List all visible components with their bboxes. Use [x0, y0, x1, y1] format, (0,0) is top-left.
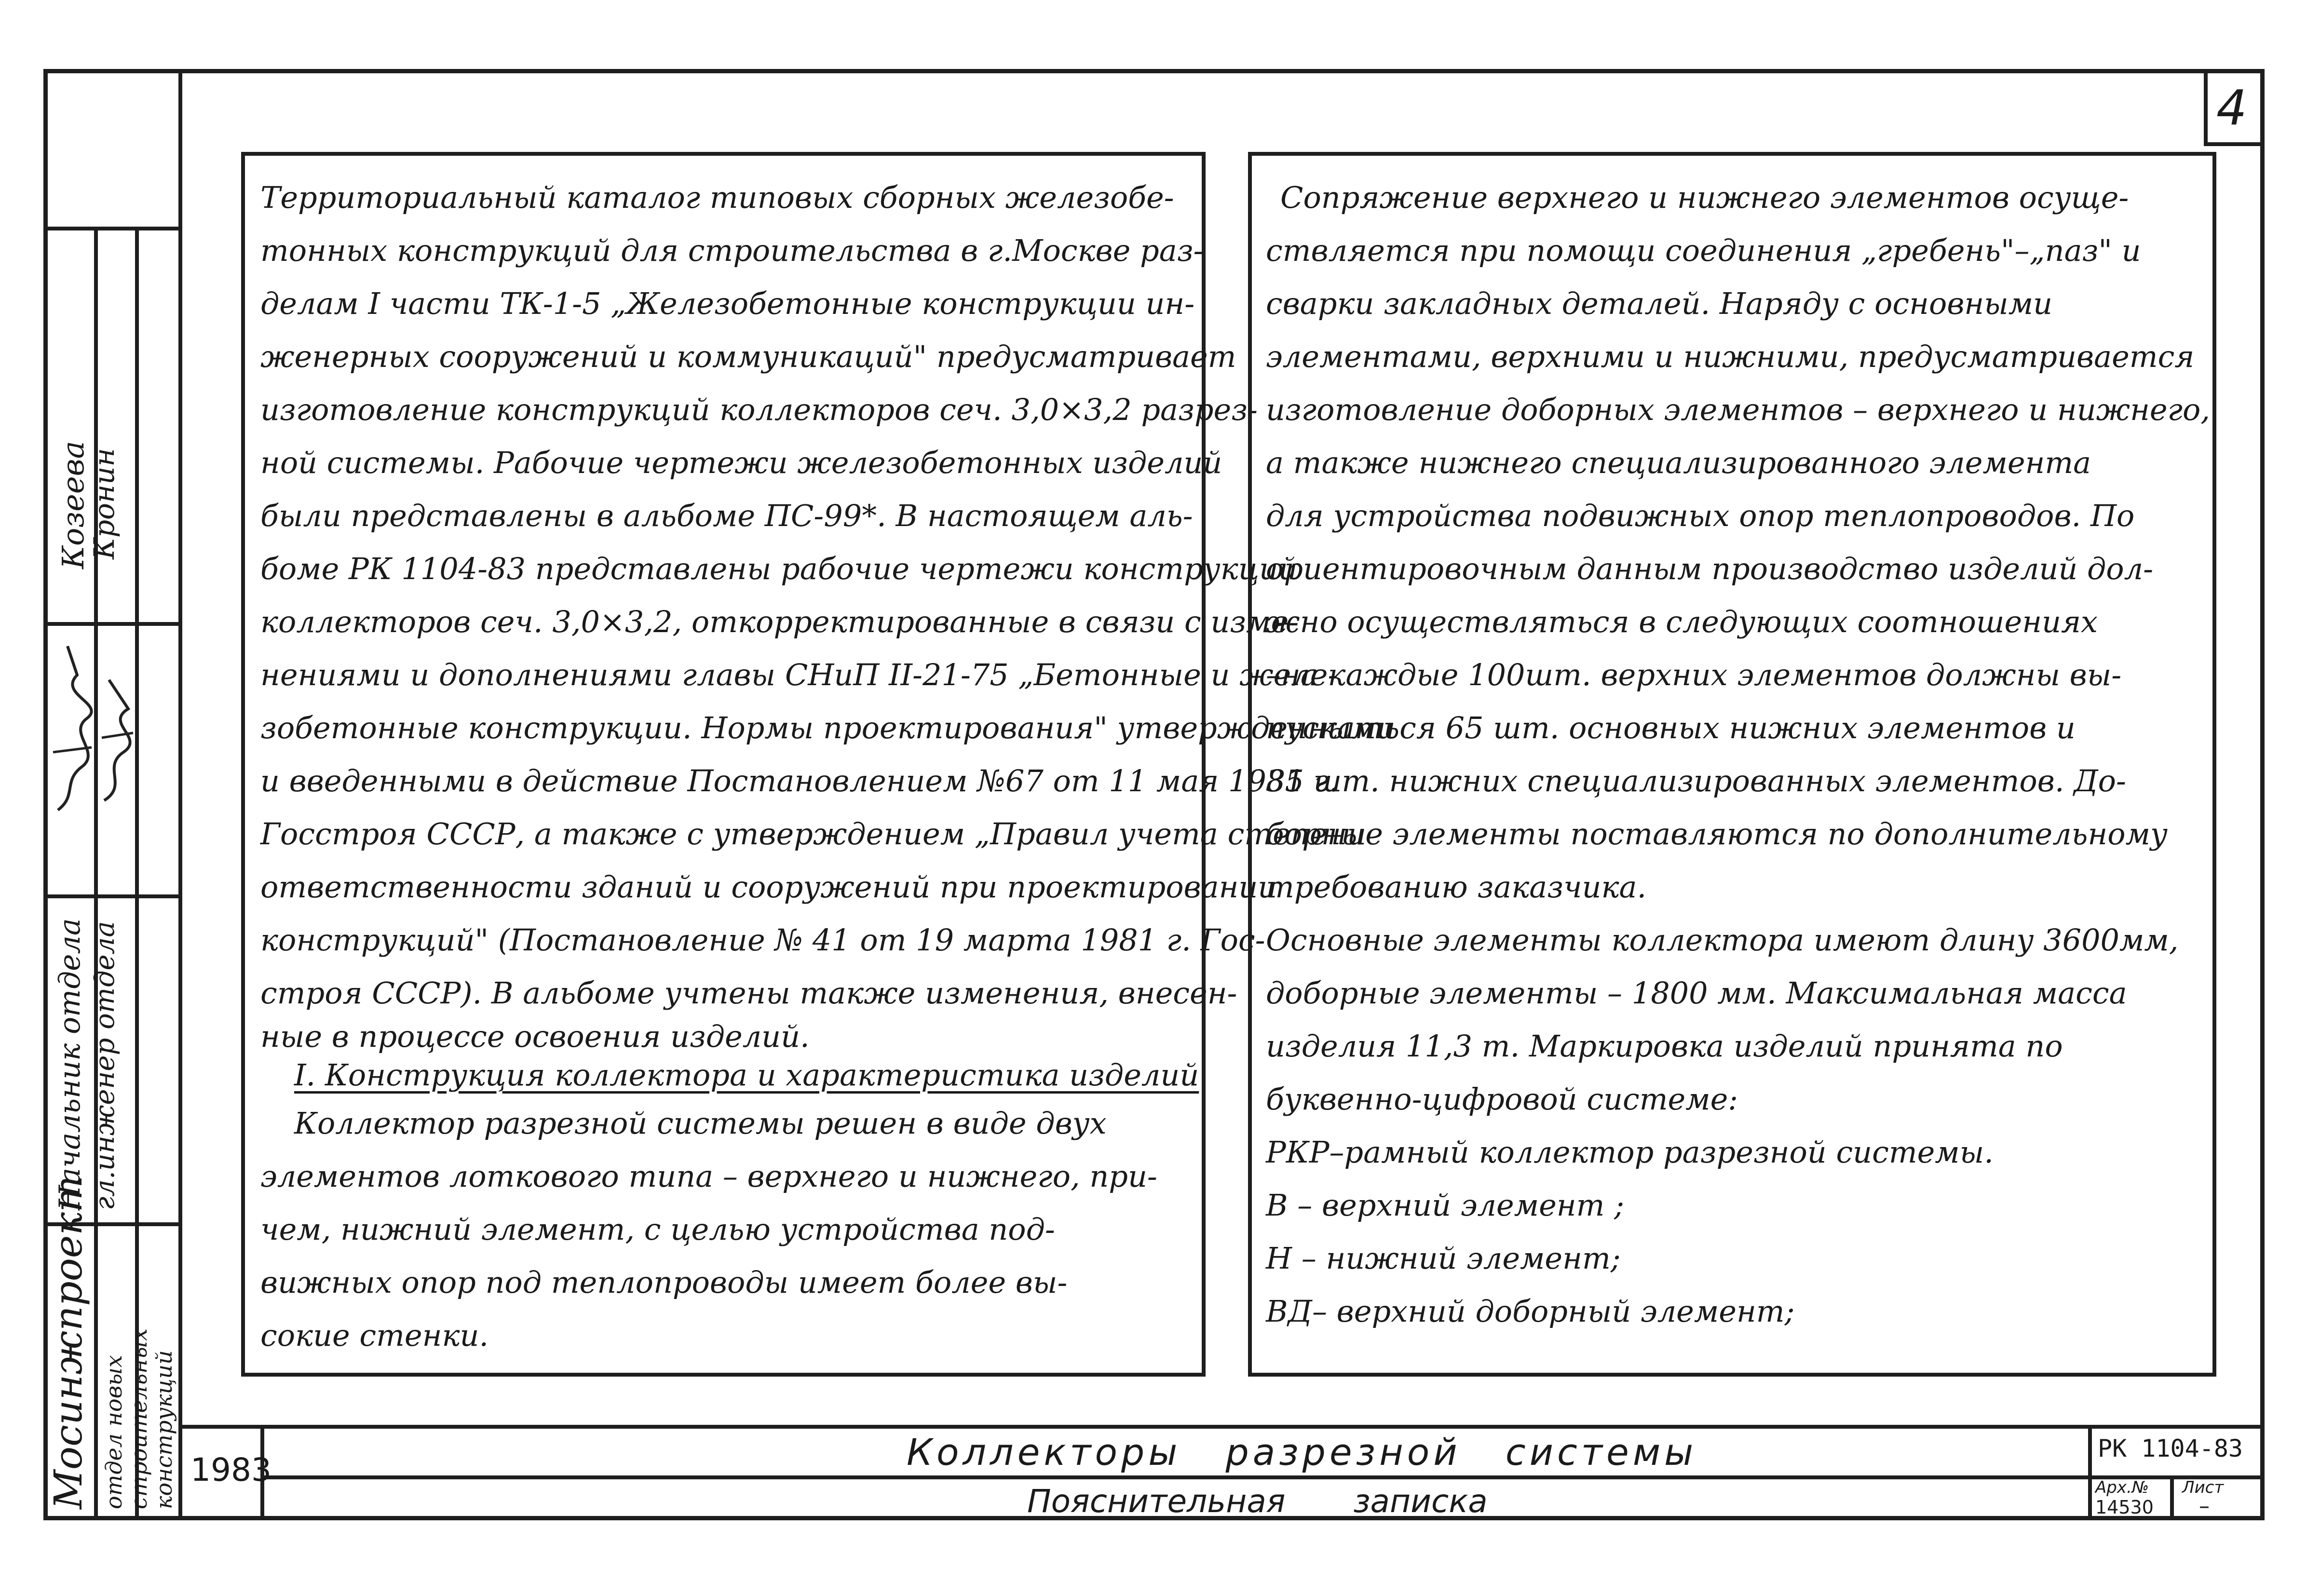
section-line-2: элементов лоткового типа – верхнего и нижнего, при-: [260, 1159, 1157, 1194]
right-line-6: а также нижнего специализированного элемента: [1266, 445, 2091, 480]
right-line-19: РКР–рамный коллектор разрезной системы.: [1266, 1135, 1994, 1170]
left-line-15: конструкций" (Постановление № 41 от 19 марта 1981 г. Гос-: [260, 922, 1265, 958]
left-line-3: делам I части ТК-1-5 „Железобетонные конструкции ин-: [260, 286, 1195, 321]
left-line-12: и введенными в действие Постановлением №67 от 11 мая 1981 г.: [260, 763, 1339, 798]
stamp-row-line-1: [43, 622, 182, 626]
left-text-column: [260, 171, 1396, 1367]
left-line-4: женерных сооружений и коммуникаций" предусматривает: [260, 339, 1236, 374]
left-line-14: ответственности зданий и сооружений при проектировании: [260, 869, 1277, 905]
right-line-16: доборные элементы – 1800 мм. Максимальная масса: [1266, 975, 2127, 1011]
title-block-top-line: [178, 1425, 2265, 1429]
stamp-name-head: Козеева: [55, 441, 91, 569]
right-line-3: сварки закладных деталей. Наряду с основными: [1266, 286, 2053, 321]
right-line-14: требованию заказчика.: [1266, 869, 1647, 905]
right-line-8: ориентировочным данным производство изделий дол-: [1266, 551, 2154, 586]
right-line-15: Основные элементы коллектора имеют длину 3600мм,: [1266, 922, 2179, 958]
sheet-number: 4: [2216, 80, 2247, 136]
title-block-sheet-divider: [2170, 1475, 2174, 1520]
section-line-5: сокие стенки.: [260, 1318, 489, 1353]
title-block-archive-number: 14530: [2095, 1497, 2154, 1518]
title-block-document-code: РК 1104-83: [2098, 1434, 2243, 1462]
stamp-role-engineer: гл.инженер отдела: [89, 921, 121, 1210]
left-line-9: коллекторов сеч. 3,0×3,2, откорректированные в связи с изме-: [260, 604, 1299, 639]
title-block-subtitle: Пояснительная записка: [1027, 1483, 1488, 1520]
inner-frame-left-line: [178, 69, 182, 1520]
title-block-sheet-value: –: [2199, 1494, 2210, 1518]
left-line-11: зобетонные конструкции. Нормы проектирования" утвержденными: [260, 710, 1396, 745]
stamp-column-divider-1: [94, 227, 98, 1520]
stamp-role-head: Начальник отдела: [53, 918, 87, 1210]
left-line-7: были представлены в альбоме ПС-99*. В настоящем аль-: [260, 498, 1193, 533]
sheet-number-box-left: [2204, 69, 2208, 146]
title-block-archive-label: Арх.№: [2095, 1478, 2149, 1497]
left-line-2: тонных конструкций для строительства в г.Москве раз-: [260, 233, 1204, 268]
right-line-4: элементами, верхними и нижними, предусматривается: [1266, 339, 2195, 374]
right-line-2: ствляется при помощи соединения „гребень"–„паз" и: [1266, 233, 2141, 268]
title-block-year: 1983: [190, 1451, 271, 1488]
stamp-row-line-2: [43, 894, 182, 898]
section-heading: I. Конструкция коллектора и характеристика изделий: [294, 1057, 1199, 1093]
signature-engineer: [95, 665, 138, 810]
right-line-7: для устройства подвижных опор теплопроводов. По: [1266, 498, 2135, 533]
right-line-12: 35 шт. нижних специализированных элементов. До-: [1266, 763, 2126, 798]
right-line-11: пускаться 65 шт. основных нижних элементов и: [1266, 710, 2076, 745]
right-line-22: ВД– верхний доборный элемент;: [1266, 1294, 1795, 1329]
right-line-17: изделия 11,3 т. Маркировка изделий принята по: [1266, 1028, 2063, 1064]
left-line-13: Госстроя СССР, а также с утверждением „Правил учета степени: [260, 816, 1367, 852]
title-block-title: Коллекторы разрезной системы: [907, 1431, 1697, 1474]
left-line-8: боме РК 1104-83 представлены рабочие чертежи конструкций: [260, 551, 1298, 586]
title-block-mid-line: [260, 1475, 2265, 1479]
right-line-5: изготовление доборных элементов – верхнего и нижнего,: [1266, 392, 2210, 427]
stamp-department: отдел новых строительных конструкций: [101, 1328, 177, 1509]
title-block-sheet-label: Лист: [2182, 1478, 2224, 1497]
right-line-21: Н – нижний элемент;: [1266, 1241, 1621, 1276]
stamp-organization: Мосинжпроект: [46, 1176, 91, 1509]
right-line-20: В – верхний элемент ;: [1266, 1188, 1625, 1223]
right-line-18: буквенно-цифровой системе:: [1266, 1082, 1738, 1117]
title-block-code-divider: [2088, 1425, 2092, 1520]
left-line-16: строя СССР). В альбоме учтены также изменения, внесен-: [260, 975, 1237, 1011]
section-line-3: чем, нижний элемент, с целью устройства под-: [260, 1212, 1055, 1247]
sheet-number-box-bottom: [2204, 142, 2265, 146]
left-line-6: ной системы. Рабочие чертежи железобетонных изделий: [260, 445, 1222, 480]
left-line-5: изготовление конструкций коллекторов сеч. 3,0×3,2 разрез-: [260, 392, 1258, 427]
right-text-column: [1266, 171, 2210, 1367]
left-line-10: нениями и дополнениями главы СНиП II-21-75 „Бетонные и желе-: [260, 657, 1338, 692]
left-line-17: ные в процессе освоения изделий.: [260, 1019, 810, 1054]
right-line-13: борные элементы поставляются по дополнительному: [1266, 816, 2168, 852]
signature-head: [48, 636, 96, 820]
section-line-4: вижных опор под теплопроводы имеет более вы-: [260, 1265, 1068, 1300]
stamp-name-engineer: Кронин: [88, 448, 121, 559]
right-line-9: жно осуществляться в следующих соотношениях: [1266, 604, 2098, 639]
left-line-1: Территориальный каталог типовых сборных железобе-: [260, 180, 1174, 215]
section-line-1: Коллектор разрезной системы решен в виде двух: [294, 1106, 1107, 1141]
stamp-top-line: [43, 227, 182, 230]
right-line-1: Сопряжение верхнего и нижнего элементов осуще-: [1280, 180, 2129, 215]
right-line-10: –на каждые 100шт. верхних элементов должны вы-: [1266, 657, 2122, 692]
